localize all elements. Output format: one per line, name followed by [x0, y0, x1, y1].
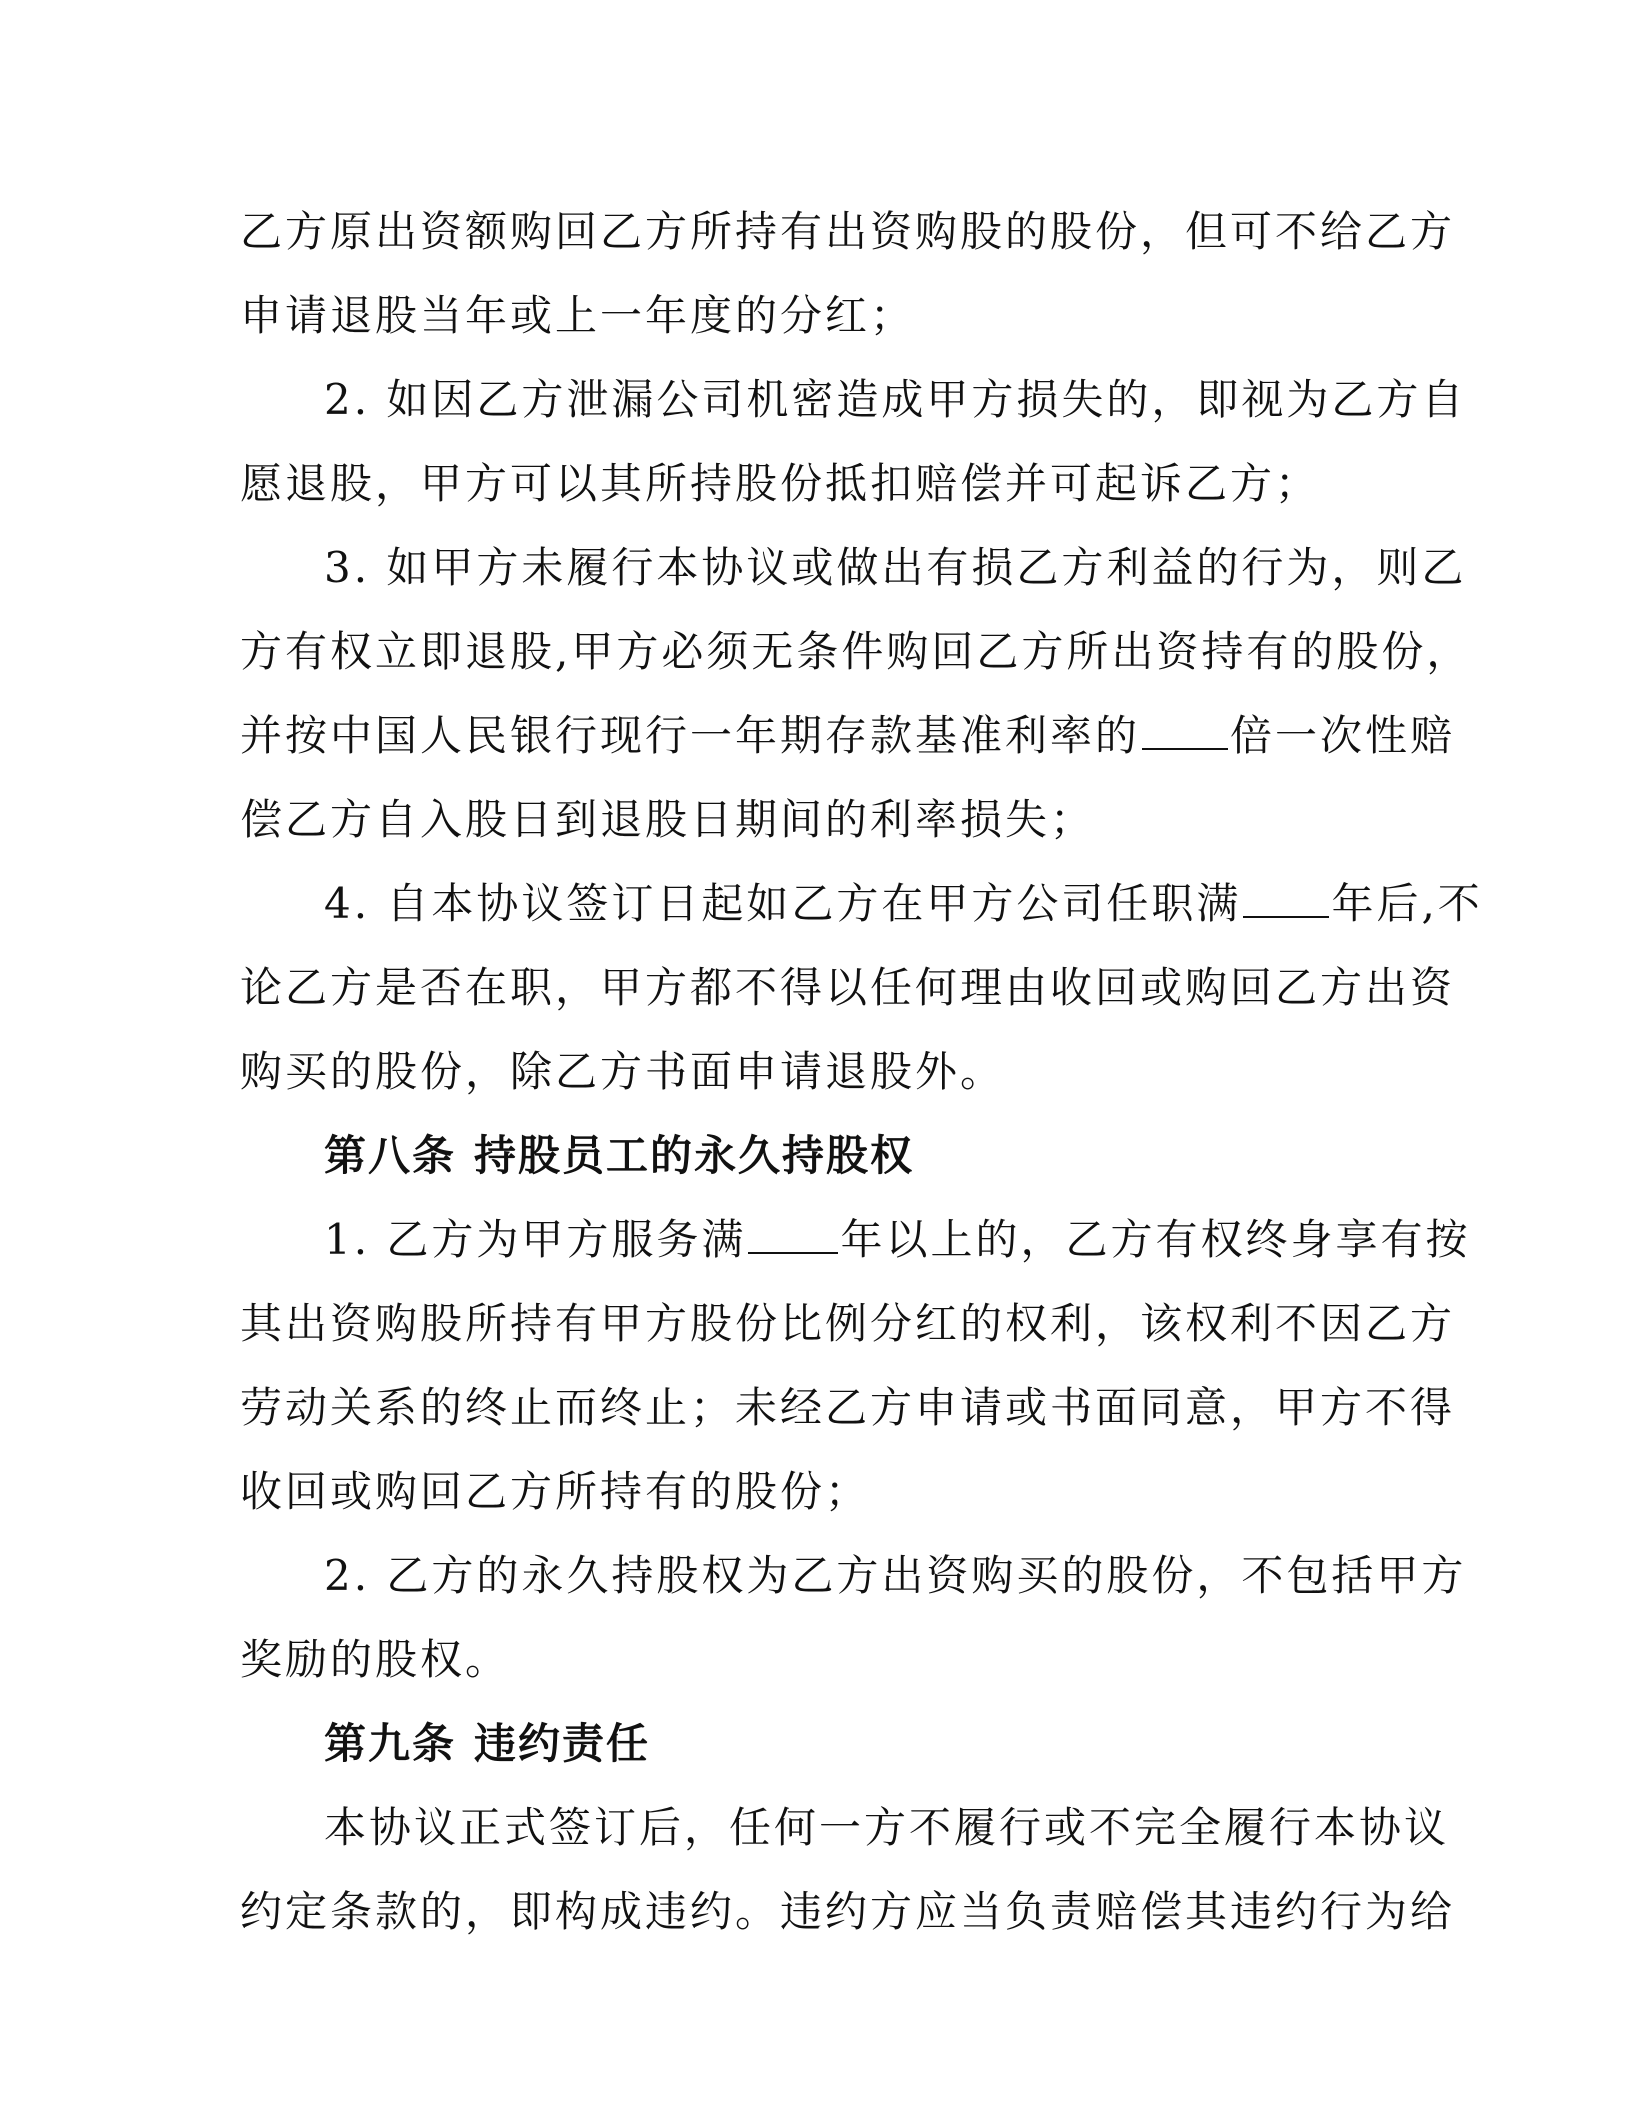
text-line: 偿乙方自入股日到退股日期间的利率损失；: [240, 795, 1096, 844]
text-line: [240, 694, 1456, 778]
text-line: [240, 862, 1483, 946]
text-line: 奖励的股权。: [240, 1635, 511, 1684]
text-line: 购买的股份，除乙方书面申请退股外。: [240, 1047, 1006, 1096]
text-line: 方有权立即退股,甲方必须无条件购回乙方所出资持有的股份，: [240, 627, 1472, 676]
text-line: 劳动关系的终止而终止；未经乙方申请或书面同意，甲方不得: [240, 1383, 1456, 1432]
article-title: 持股员工的永久持股权: [474, 1131, 915, 1180]
text-line: 愿退股，甲方可以其所持股份抵扣赔偿并可起诉乙方；: [240, 459, 1321, 508]
text-line: 申请退股当年或上一年度的分红；: [240, 291, 916, 340]
article-title: 违约责任: [474, 1719, 651, 1768]
text-segment: 年后,不: [1331, 879, 1483, 928]
fill-in-blank[interactable]: [1243, 882, 1329, 918]
text-line: 约定条款的，即构成违约。违约方应当负责赔偿其违约行为给: [240, 1887, 1456, 1936]
text-line: 2. 如因乙方泄漏公司机密造成甲方损失的，即视为乙方自: [324, 375, 1467, 424]
text-line: 论乙方是否在职，甲方都不得以任何理由收回或购回乙方出资: [240, 963, 1456, 1012]
text-line: 收回或购回乙方所持有的股份；: [240, 1467, 871, 1516]
text-segment: 倍一次性赔: [1230, 711, 1456, 760]
text-line: 其出资购股所持有甲方股份比例分红的权利，该权利不因乙方: [240, 1299, 1456, 1348]
text-segment: 1. 乙方为甲方服务满: [324, 1215, 747, 1264]
text-line: [240, 1198, 1471, 1282]
text-line: 乙方原出资额购回乙方所持有出资购股的股份，但可不给乙方: [240, 207, 1456, 256]
text-segment: 4. 自本协议签订日起如乙方在甲方公司任职满: [324, 879, 1242, 928]
text-line: 2. 乙方的永久持股权为乙方出资购买的股份，不包括甲方: [324, 1551, 1467, 1600]
fill-in-blank[interactable]: [1142, 714, 1228, 750]
article-number: 第八条: [324, 1131, 457, 1180]
article-heading: [240, 1702, 1380, 1786]
article-heading: [240, 1114, 1380, 1198]
text-segment: 年以上的，乙方有权终身享有按: [840, 1215, 1471, 1264]
fill-in-blank[interactable]: [748, 1218, 838, 1254]
document-body: [240, 190, 1483, 1954]
text-line: 3. 如甲方未履行本协议或做出有损乙方利益的行为，则乙: [324, 543, 1467, 592]
article-number: 第九条: [324, 1719, 457, 1768]
text-line: 本协议正式签订后，任何一方不履行或不完全履行本协议: [324, 1803, 1450, 1852]
text-segment: 并按中国人民银行现行一年期存款基准利率的: [240, 711, 1141, 760]
